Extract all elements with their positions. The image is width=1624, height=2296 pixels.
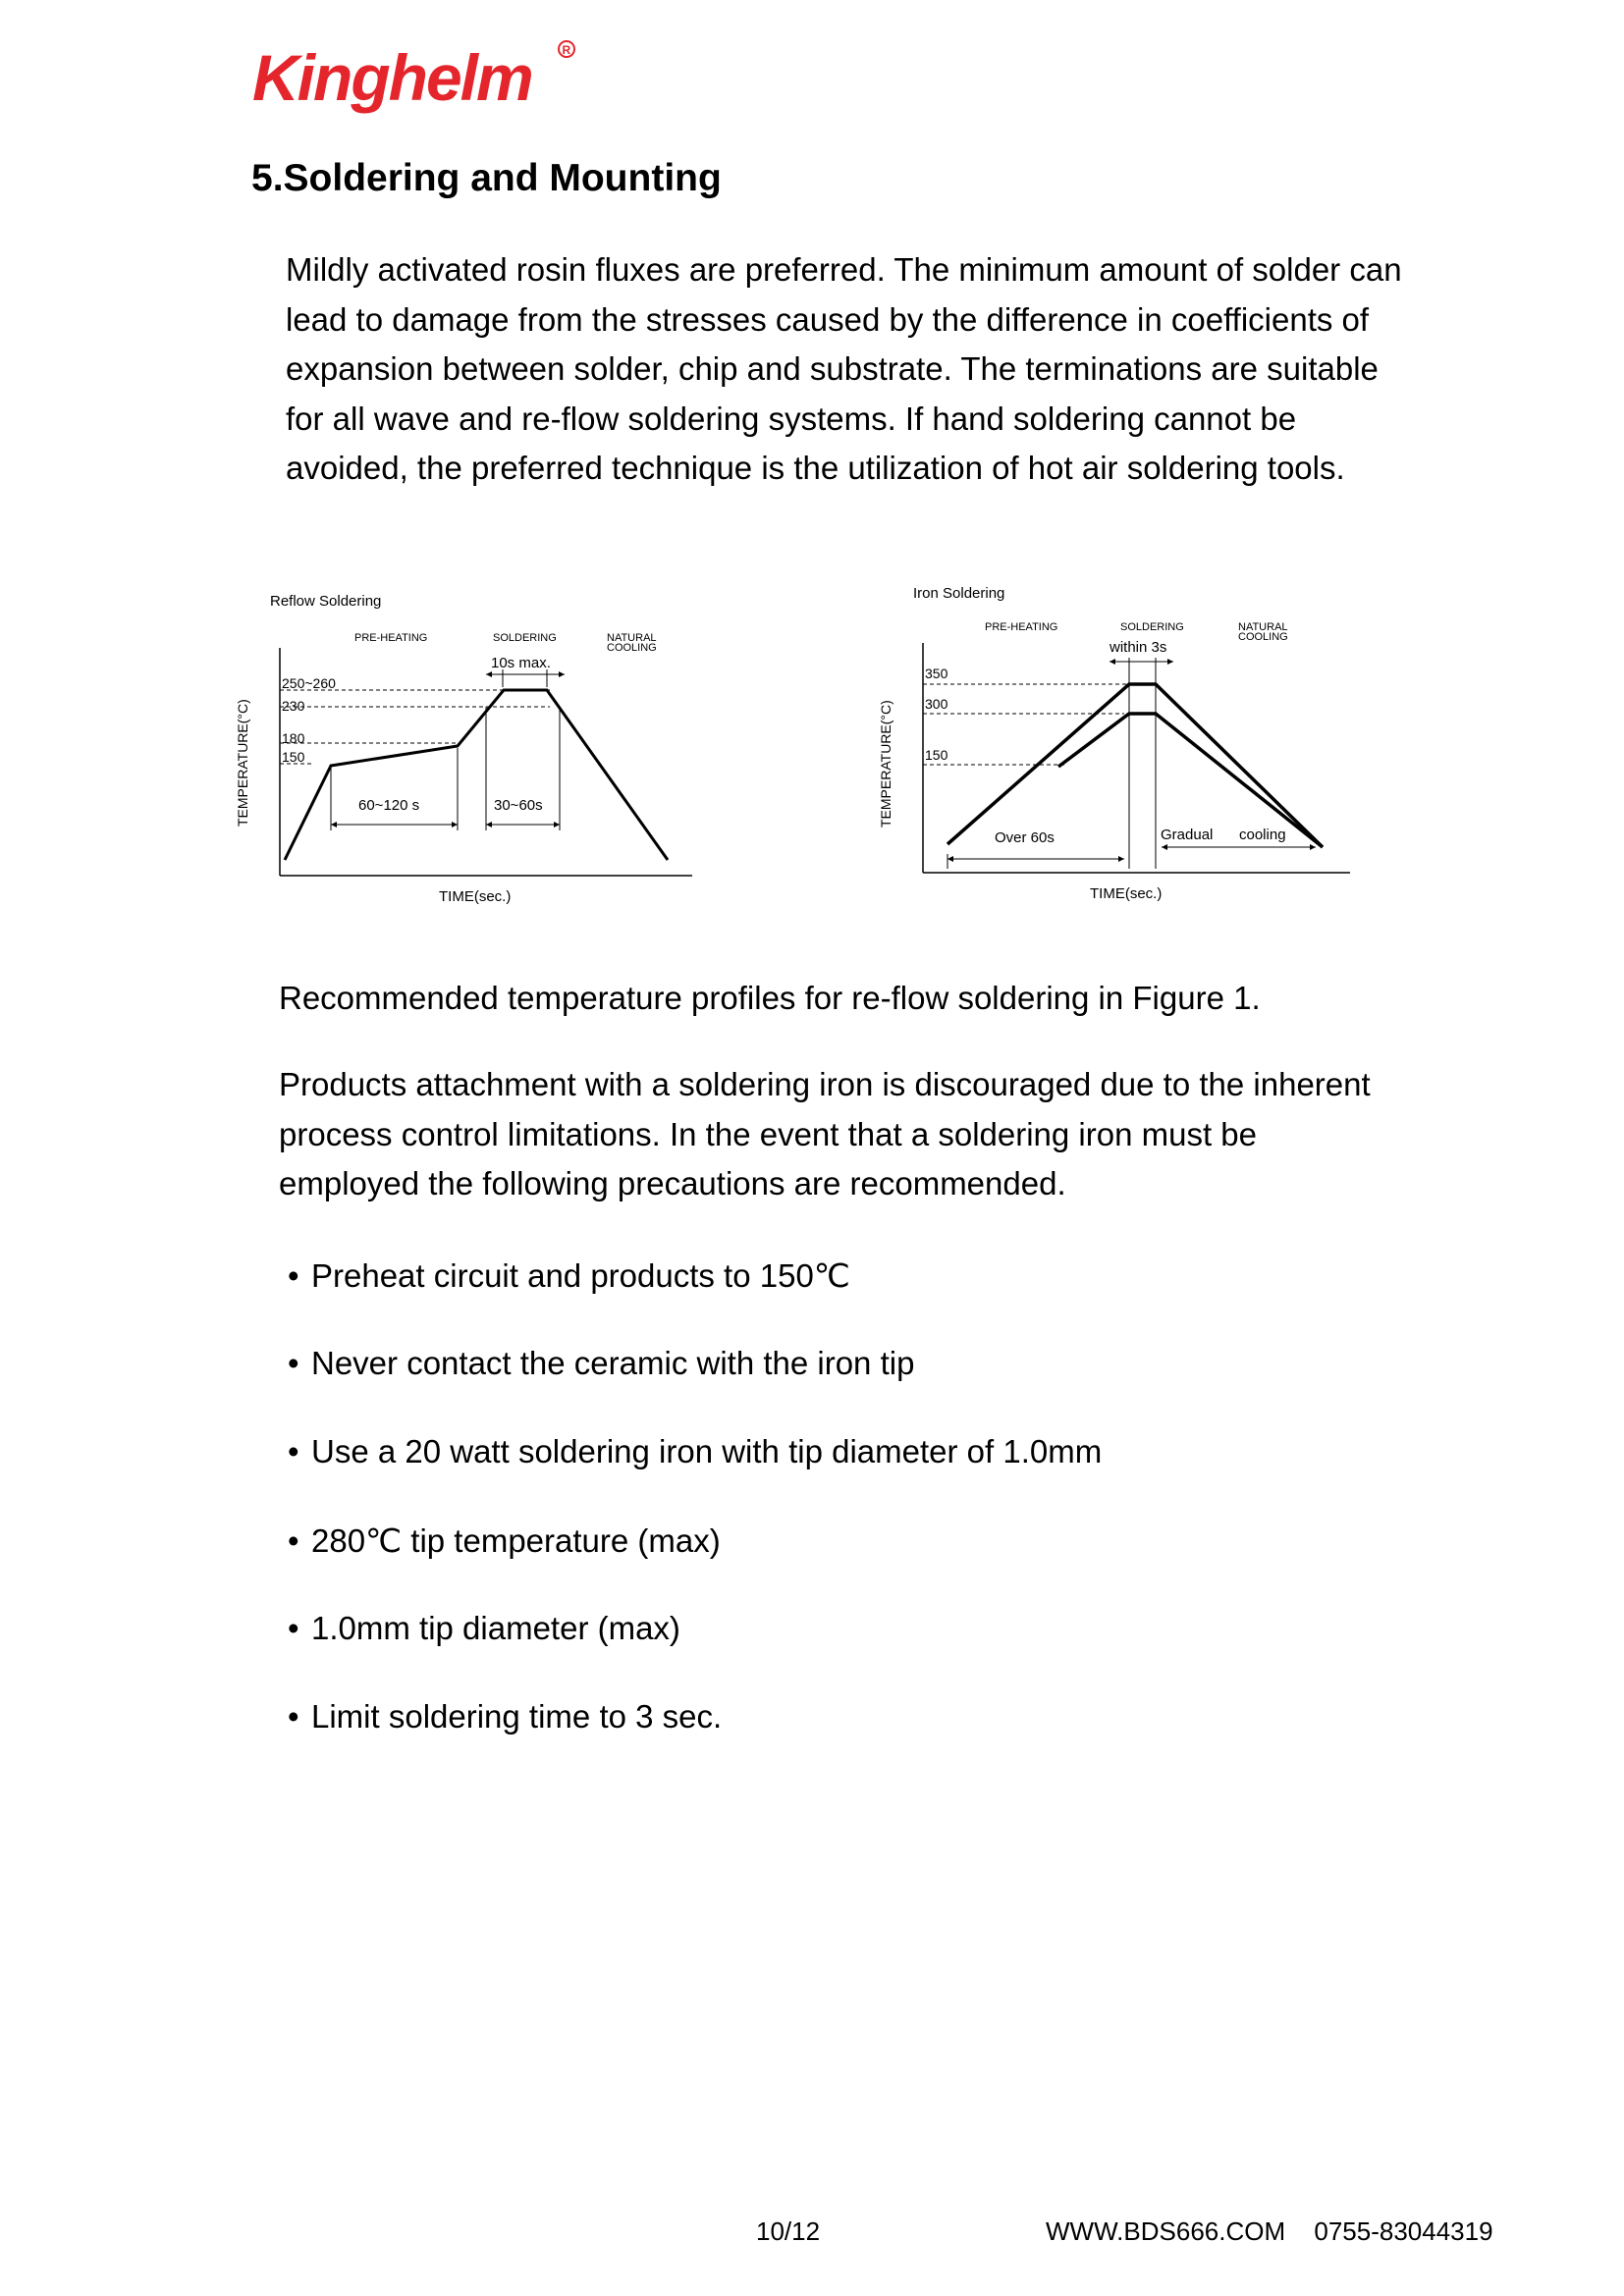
bullet-dot: • — [288, 1610, 299, 1646]
y-tick-label: 250~260 — [282, 675, 336, 691]
reflow-profile-line — [285, 690, 668, 860]
intro-line: avoided, the preferred technique is the utilization of hot air soldering tools. — [286, 450, 1345, 486]
bullet-text: Limit soldering time to 3 sec. — [311, 1698, 723, 1735]
phase-label-natural: NATURAL — [1238, 621, 1288, 633]
bullet-dot: • — [288, 1257, 299, 1294]
bullet-dot: • — [288, 1522, 299, 1559]
footer-phone: 0755-83044319 — [1314, 2216, 1493, 2246]
bullet-dot: • — [288, 1433, 299, 1469]
bullet-item — [288, 1433, 1102, 1470]
intro-line: Mildly activated rosin fluxes are preferred. The minimum amount of solder can — [286, 251, 1402, 288]
phase-label — [607, 632, 659, 654]
bullet-item — [288, 1345, 914, 1382]
phase-label: PRE-HEATING — [354, 632, 428, 644]
bullet-item — [288, 1256, 850, 1295]
chart-title: Iron Soldering — [913, 585, 1005, 602]
bullet-item — [288, 1522, 721, 1560]
footer-contact — [1046, 2216, 1493, 2247]
intro-line: lead to damage from the stresses caused by the difference in coefficients of — [286, 300, 1370, 338]
y-axis-label: TEMPERATURE(°C) — [878, 700, 893, 828]
intro-line: expansion between solder, chip and substrate. The terminations are suitable — [286, 350, 1379, 387]
phase-label — [1238, 621, 1290, 643]
phase-label: SOLDERING — [1120, 621, 1184, 633]
chart-title: Reflow Soldering — [270, 593, 382, 610]
footer-website: WWW.BDS666.COM — [1046, 2216, 1286, 2246]
svg-text:R: R — [562, 43, 571, 57]
annotation-gradual: Gradual — [1161, 827, 1214, 843]
bullet-dot: • — [288, 1345, 299, 1381]
annotation-within-3s: within 3s — [1110, 639, 1167, 656]
intro-line: for all wave and re-flow soldering systems. If hand soldering cannot be — [286, 400, 1297, 437]
annotation-cooling: cooling — [1239, 827, 1286, 843]
annotation-10s-max: 10s max. — [491, 655, 551, 671]
section-title: 5.Soldering and Mounting — [251, 157, 722, 199]
bullet-text: 1.0mm tip diameter (max) — [311, 1610, 680, 1646]
phase-label-natural: NATURAL — [607, 632, 657, 644]
iron-paragraph — [279, 1060, 1371, 1209]
logo-text: Kinghelm — [252, 41, 532, 114]
intro-paragraph — [286, 245, 1464, 494]
phase-label-cooling: COOLING — [607, 642, 657, 654]
iron-soldering-chart — [869, 574, 1360, 913]
x-axis-label: TIME(sec.) — [439, 888, 512, 905]
bullet-text: Preheat circuit and products to 150℃ — [311, 1257, 850, 1294]
annotation-soldering-time: 30~60s — [494, 797, 543, 814]
iron-profile-350 — [947, 684, 1323, 847]
x-axis-label: TIME(sec.) — [1090, 885, 1163, 902]
iron-line: Products attachment with a soldering iron is discouraged due to the inherent — [279, 1066, 1371, 1102]
bullet-item — [288, 1698, 722, 1735]
iron-line: employed the following precautions are recommended. — [279, 1165, 1066, 1201]
phase-label: PRE-HEATING — [985, 621, 1058, 633]
y-tick-label: 300 — [925, 696, 948, 712]
bullet-text: 280℃ tip temperature (max) — [311, 1522, 721, 1559]
bullet-dot: • — [288, 1698, 299, 1735]
y-tick-label: 350 — [925, 666, 948, 681]
annotation-preheat-time: 60~120 s — [358, 797, 420, 814]
page-number: 10/12 — [756, 2216, 821, 2246]
y-tick-label: 150 — [282, 749, 305, 765]
bullet-text: Use a 20 watt soldering iron with tip diameter of 1.0mm — [311, 1433, 1103, 1469]
annotation-over-60s: Over 60s — [995, 829, 1055, 846]
figure-reference-paragraph: Recommended temperature profiles for re-flow soldering in Figure 1. — [279, 980, 1261, 1016]
reflow-soldering-chart — [226, 579, 697, 913]
y-tick-label: 230 — [282, 698, 305, 714]
phase-label: SOLDERING — [493, 632, 557, 644]
bullet-item — [288, 1610, 680, 1647]
y-tick-label: 150 — [925, 747, 948, 763]
phase-label-cooling: COOLING — [1238, 631, 1288, 643]
kinghelm-logo — [250, 29, 584, 118]
y-axis-label: TEMPERATURE(°C) — [235, 699, 250, 827]
y-tick-label: 180 — [282, 730, 305, 746]
iron-line: process control limitations. In the event that a soldering iron must be — [279, 1115, 1258, 1152]
bullet-text: Never contact the ceramic with the iron tip — [311, 1345, 915, 1381]
